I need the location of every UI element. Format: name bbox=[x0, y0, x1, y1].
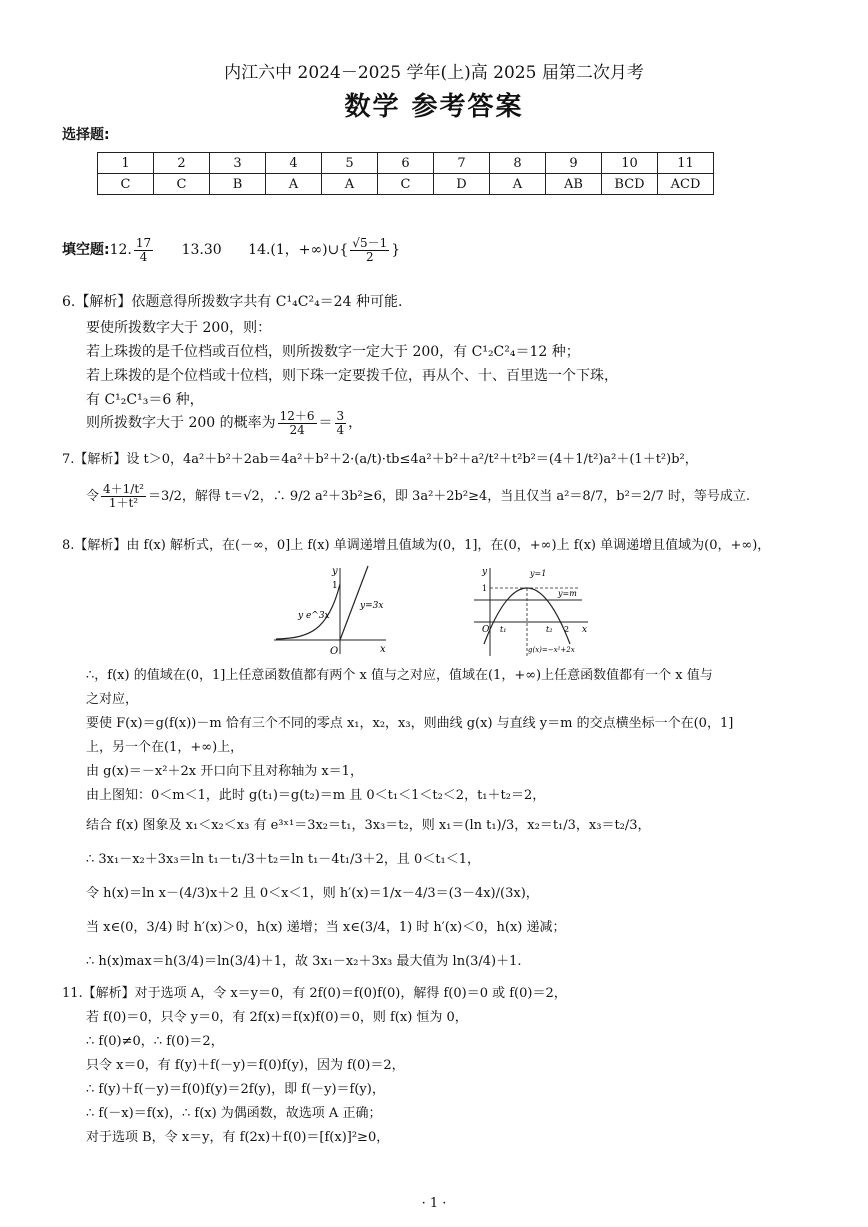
graph1-line-label: y=3x bbox=[360, 601, 384, 611]
q7-denominator: 1＋t² bbox=[108, 496, 139, 510]
graph1-y-label: y bbox=[332, 566, 338, 577]
doc-title: 数学 参考答案 bbox=[344, 92, 524, 122]
graph1-x-label: x bbox=[380, 644, 386, 655]
q6-line-5: 有 C¹₂C¹₃＝6 种， bbox=[86, 392, 204, 408]
q7-fraction bbox=[101, 483, 146, 510]
q6-line-3: 若上珠拨的是千位档或百位档，则所拨数字一定大于 200，有 C¹₂C²₄＝12 种； bbox=[86, 344, 580, 360]
graph2-x-label: x bbox=[582, 625, 588, 635]
q7-let: 令 bbox=[86, 489, 100, 504]
q8-line-7: 由上图知：0＜m＜1，此时 g(t₁)＝g(t₂)＝m 且 0＜t₁＜1＜t₂＜2，t₁＋t₂＝2， bbox=[86, 788, 546, 803]
fill-section bbox=[62, 232, 400, 268]
q6-equals: ＝ bbox=[318, 415, 333, 431]
q11-line-5: ∴ f(y)＋f(－y)＝f(0)f(y)＝2f(y)，即 f(－y)＝f(y)， bbox=[86, 1082, 385, 1097]
answer-cell: A bbox=[266, 174, 322, 195]
q12-numerator: 17 bbox=[135, 235, 152, 250]
q6-denominator-1: 24 bbox=[289, 422, 305, 437]
q8-line-9: ∴ 3x₁－x₂＋3x₃＝ln t₁－t₁/3＋t₂＝ln t₁－4t₁/3＋2，且 0＜t₁＜1， bbox=[86, 852, 481, 867]
question-number: 9 bbox=[546, 153, 602, 174]
q6-numerator-1: 12＋6 bbox=[279, 408, 315, 423]
q8-line-11: 当 x∈(0，3/4) 时 h′(x)＞0，h(x) 递增；当 x∈(3/4，1) 时 h′(x)＜0，h(x) 递减； bbox=[86, 920, 566, 935]
question-number: 5 bbox=[322, 153, 378, 174]
q11-line-4: 只令 x＝0，有 f(y)＋f(－y)＝f(0)f(y)，因为 f(0)＝2， bbox=[86, 1058, 405, 1073]
q6-line-1: 6.【解析】依题意得所拨数字共有 C¹₄C²₄＝24 种可能. bbox=[62, 294, 403, 310]
answer-cell: A bbox=[322, 174, 378, 195]
q8-line-12: ∴ h(x)max＝h(3/4)＝ln(3/4)＋1，故 3x₁－x₂＋3x₃ 最大值为 ln(3/4)＋1. bbox=[86, 954, 522, 969]
graph-f-of-x bbox=[268, 562, 390, 658]
graph2-t1: t₁ bbox=[500, 625, 507, 634]
page-number: · 1 · bbox=[421, 1196, 447, 1211]
q6-numerator-2: 3 bbox=[336, 408, 345, 423]
q11-line-6: ∴ f(－x)＝f(x)，∴ f(x) 为偶函数，故选项 A 正确； bbox=[86, 1106, 382, 1121]
answer-cell: A bbox=[490, 174, 546, 195]
question-number: 10 bbox=[602, 153, 658, 174]
q6-prob-text: 则所拨数字大于 200 的概率为 bbox=[86, 415, 276, 431]
question-number: 7 bbox=[434, 153, 490, 174]
q8-line-6: 由 g(x)＝－x²＋2x 开口向下且对称轴为 x＝1， bbox=[86, 764, 363, 779]
q8-line-5: 上，另一个在(1，+∞)上， bbox=[86, 740, 244, 755]
answer-cell: BCD bbox=[602, 174, 658, 195]
q6-line-2: 要使所拨数字大于 200，则： bbox=[86, 320, 272, 336]
graph2-y-label: y bbox=[482, 567, 488, 577]
q6-comma: ， bbox=[348, 415, 363, 431]
q14-numerator: √5－1 bbox=[352, 235, 388, 250]
q6-denominator-2: 4 bbox=[336, 422, 345, 437]
question-number: 1 bbox=[98, 153, 154, 174]
graph2-ym-label: y=m bbox=[558, 589, 577, 598]
q7-line-1: 7.【解析】设 t＞0，4a²＋b²＋2ab＝4a²＋b²＋2·(a/t)·tb≤4a²＋b²＋a²/t²＋t²b²＝(4＋1/t²)a²＋(1＋t²)b²， bbox=[62, 452, 698, 467]
question-number: 2 bbox=[154, 153, 210, 174]
q14-fraction bbox=[350, 237, 389, 264]
answer-cell: D bbox=[434, 174, 490, 195]
q8-line-2: ∴，f(x) 的值域在(0，1]上任意函数值都有两个 x 值与之对应，值域在(1，+∞)上任意函数值都有一个 x 值与 bbox=[86, 668, 713, 683]
graph1-origin: O bbox=[330, 646, 339, 657]
q7-numerator: 4＋1/t² bbox=[103, 482, 144, 496]
q7-line-2 bbox=[86, 482, 750, 512]
q11-line-1: 11.【解析】对于选项 A，令 x＝y＝0，有 2f(0)＝f(0)f(0)，解得 f(0)＝0 或 f(0)＝2， bbox=[62, 986, 567, 1001]
graph2-one: 1 bbox=[482, 584, 488, 593]
graph2-t2: t₂ bbox=[546, 625, 553, 634]
q7-conclusion: ＝3/2，解得 t＝√2，∴ 9/2 a²＋3b²≥6，即 3a²＋2b²≥4，当且仅当 a²＝8/7，b²＝2/7 时，等号成立. bbox=[147, 489, 750, 504]
answer-cell: C bbox=[378, 174, 434, 195]
q13-answer: 13.30 bbox=[181, 242, 222, 258]
graph-g-of-x bbox=[470, 562, 592, 658]
answer-cell: C bbox=[98, 174, 154, 195]
question-number: 11 bbox=[658, 153, 714, 174]
graph2-gx-label: g(x)=−x²+2x bbox=[528, 646, 575, 654]
question-number: 8 bbox=[490, 153, 546, 174]
q11-line-3: ∴ f(0)≠0，∴ f(0)＝2， bbox=[86, 1034, 224, 1049]
q8-line-10: 令 h(x)＝ln x－(4/3)x＋2 且 0＜x＜1，则 h′(x)＝1/x－4/3＝(3－4x)/(3x)， bbox=[86, 886, 539, 901]
answer-cell: AB bbox=[546, 174, 602, 195]
graph1-one: 1 bbox=[332, 581, 338, 591]
question-number: 6 bbox=[378, 153, 434, 174]
fill-section-label: 填空题: bbox=[62, 242, 110, 258]
answer-table bbox=[97, 152, 714, 195]
q14-prefix: 14.(1，+∞)∪{ bbox=[248, 242, 349, 258]
graph2-origin: O bbox=[482, 625, 490, 635]
q11-line-7: 对于选项 B，令 x＝y，有 f(2x)＋f(0)＝[f(x)]²≥0， bbox=[86, 1130, 390, 1145]
q6-fraction-1 bbox=[278, 410, 317, 437]
q12-denominator: 4 bbox=[139, 249, 148, 264]
graph2-two: 2 bbox=[564, 625, 570, 634]
q11-line-2: 若 f(0)＝0，只令 y＝0，有 2f(x)＝f(x)f(0)＝0，则 f(x) 恒为 0， bbox=[86, 1010, 468, 1025]
q12-fraction bbox=[134, 237, 153, 264]
q6-line-4: 若上珠拨的是个位档或十位档，则下珠一定要拨千位，再从个、十、百里选一个下珠， bbox=[86, 368, 618, 384]
answer-table-header-row bbox=[98, 153, 714, 174]
q8-line-3: 之对应， bbox=[86, 692, 139, 707]
answer-cell: ACD bbox=[658, 174, 714, 195]
answer-cell: C bbox=[154, 174, 210, 195]
q14-denominator: 2 bbox=[365, 249, 374, 264]
exam-title: 内江六中 2024－2025 学年(上)高 2025 届第二次月考 bbox=[224, 63, 644, 83]
graph2-y1-label: y=1 bbox=[530, 569, 547, 578]
q12-prefix: 12. bbox=[109, 242, 132, 258]
answer-table-answer-row bbox=[98, 174, 714, 195]
q6-line-6 bbox=[86, 408, 362, 438]
q8-line-1: 8.【解析】由 f(x) 解析式，在(－∞，0]上 f(x) 单调递增且值域为(0，1]，在(0，+∞)上 f(x) 单调递增且值域为(0，+∞)， bbox=[62, 538, 771, 553]
question-number: 3 bbox=[210, 153, 266, 174]
answer-cell: B bbox=[210, 174, 266, 195]
q14-suffix: } bbox=[391, 242, 401, 258]
graph1-exp-label: y e^3x bbox=[298, 611, 330, 621]
question-number: 4 bbox=[266, 153, 322, 174]
choice-section-label: 选择题: bbox=[62, 127, 110, 143]
q8-line-8: 结合 f(x) 图象及 x₁＜x₂＜x₃ 有 e³ˣ¹＝3x₂＝t₁，3x₃＝t₂，则 x₁＝(ln t₁)/3，x₂＝t₁/3，x₃＝t₂/3， bbox=[86, 818, 651, 833]
q6-fraction-2 bbox=[335, 410, 347, 437]
q8-line-4: 要使 F(x)＝g(f(x))－m 恰有三个不同的零点 x₁，x₂，x₃，则曲线 g(x) 与直线 y＝m 的交点横坐标一个在(0，1] bbox=[86, 716, 734, 731]
